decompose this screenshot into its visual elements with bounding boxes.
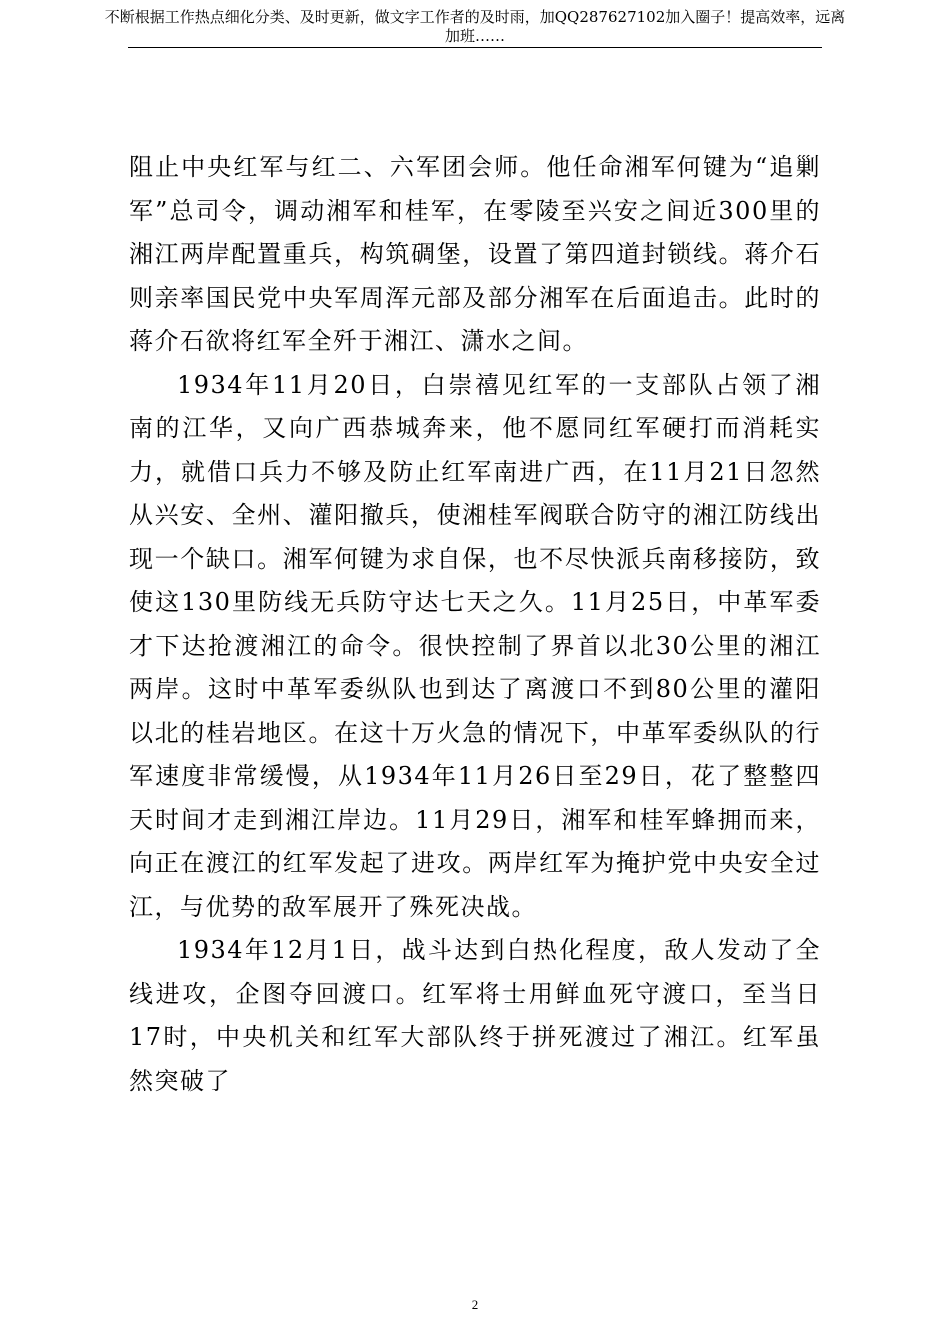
document-body	[129, 146, 821, 1103]
page-header: 不断根据工作热点细化分类、及时更新，做文字工作者的及时雨，加QQ287627102加入圈子！提高效率，远离加班……	[104, 8, 846, 45]
header-divider	[128, 47, 822, 48]
paragraph-2: 1934年11月20日，白崇禧见红军的一支部队占领了湘南的江华，又向广西恭城奔来，他不愿同红军硬打而消耗实力，就借口兵力不够及防止红军南进广西，在11月21日忽然从兴安、全州、灌阳撤兵，使湘桂军阀联合防守的湘江防线出现一个缺口。湘军何键为求自保，也不尽快派兵南移接防，致使这130里防线无兵防守达七天之久。11月25日，中革军委才下达抢渡湘江的命令。很快控制了界首以北30公里的湘江两岸。这时中革军委纵队也到达了离渡口不到80公里的灌阳以北的桂岩地区。在这十万火急的情况下，中革军委纵队的行军速度非常缓慢，从1934年11月26日至29日，花了整整四天时间才走到湘江岸边。11月29日，湘军和桂军蜂拥而来，向正在渡江的红军发起了进攻。两岸红军为掩护党中央安全过江，与优势的敌军展开了殊死决战。	[129, 370, 821, 921]
paragraph-1: 阻止中央红军与红二、六军团会师。他任命湘军何键为“追剿军”总司令，调动湘军和桂军，在零陵至兴安之间近300里的湘江两岸配置重兵，构筑碉堡，设置了第四道封锁线。蒋介石则亲率国民党中央军周浑元部及部分湘军在后面追击。此时的蒋介石欲将红军全歼于湘江、潇水之间。	[129, 153, 821, 355]
page-number: 2	[471, 1297, 479, 1312]
paragraph-3: 1934年12月1日，战斗达到白热化程度，敌人发动了全线进攻，企图夺回渡口。红军将士用鲜血死守渡口，至当日17时，中央机关和红军大部队终于拼死渡过了湘江。红军虽然突破了	[129, 936, 821, 1095]
